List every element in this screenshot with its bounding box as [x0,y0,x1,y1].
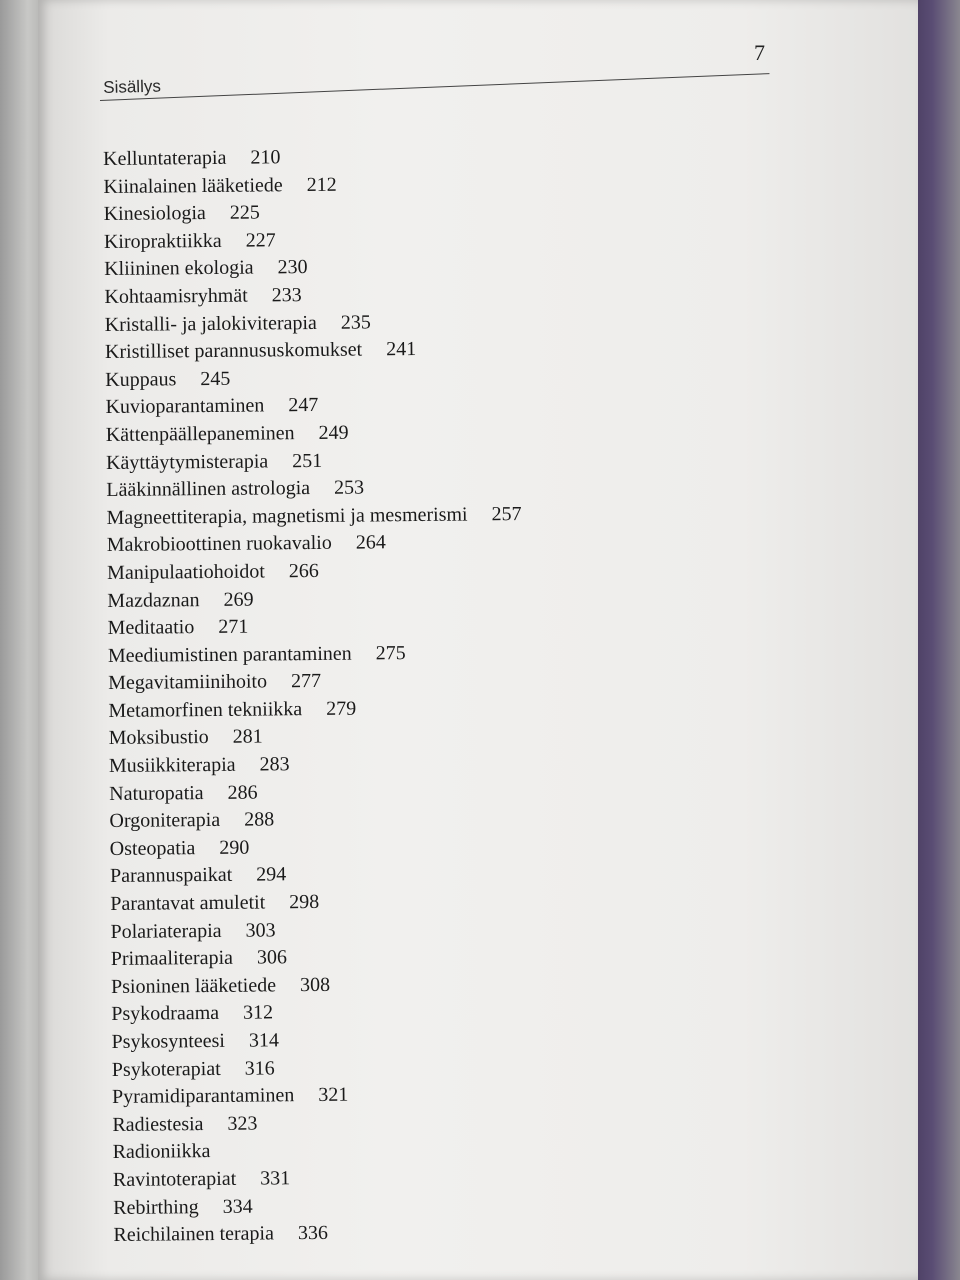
toc-entry-title: Meediumistinen parantaminen [107,642,352,667]
toc-entry [111,942,526,974]
toc-entry-title: Osteopatia [109,836,196,860]
toc-entry-title: Lääkinnällinen astrologia [106,477,311,502]
toc-entry [109,777,524,809]
toc-entry-page: 230 [277,256,308,279]
toc-entry-title: Manipulaatiohoidot [106,560,265,584]
toc-entry [111,1025,526,1057]
toc-entry-page: 323 [227,1112,258,1135]
toc-entry-title: Naturopatia [109,781,204,805]
table-of-contents [103,142,529,1250]
toc-entry-title: Psykodraama [111,1002,220,1026]
toc-entry-page: 298 [289,890,320,914]
book-cover-edge [914,0,960,1280]
toc-entry-page: 212 [306,173,337,196]
page-number: 7 [754,40,765,65]
toc-entry [113,1218,528,1250]
toc-entry-title: Kristilliset parannususkomukset [104,338,363,364]
toc-entry-title: Mazdaznan [107,588,200,612]
toc-entry-title: Megavitamiinihoito [108,670,268,695]
toc-entry-page: 314 [248,1029,280,1052]
toc-entry-page: 247 [288,394,319,417]
toc-entry-page: 264 [355,531,386,554]
section-header: Sisällys [103,76,162,97]
toc-entry [108,694,523,726]
toc-entry-page: 227 [245,229,276,252]
toc-entry-page: 286 [227,781,258,804]
toc-entry-page: 269 [223,588,254,611]
toc-entry-page: 233 [271,284,302,307]
toc-entry-title: Metamorfinen tekniikka [108,697,303,722]
toc-entry-page: 306 [256,946,288,969]
toc-entry-title: Kelluntaterapia [103,146,227,170]
toc-entry [111,997,526,1029]
toc-entry-page: 266 [288,559,319,583]
toc-entry-page: 312 [242,1001,274,1025]
toc-entry-page: 245 [200,367,231,390]
toc-entry-title: Kohtaamisryhmät [104,284,248,308]
toc-entry [112,1108,527,1140]
toc-entry-title: Radiestesia [112,1112,204,1136]
toc-entry [105,363,520,395]
toc-entry-title: Psioninen lääketiede [110,974,277,998]
toc-entry [113,1135,528,1167]
toc-entry [109,749,524,781]
toc-entry [109,804,524,836]
toc-entry [104,197,519,229]
toc-entry-title: Meditaatio [107,616,195,640]
toc-entry-page: 241 [386,338,417,361]
toc-entry-title: Makrobioottinen ruokavalio [106,532,332,557]
toc-entry [107,528,522,560]
toc-entry [104,280,519,312]
toc-entry-title: Primaaliterapia [110,947,234,971]
toc-entry [110,859,525,891]
toc-entry [106,446,521,478]
toc-entry [112,1053,527,1085]
toc-entry [111,970,526,1002]
toc-entry [105,390,520,422]
toc-entry-title: Kiropraktiikka [103,229,222,253]
toc-entry-page: 336 [297,1222,329,1245]
toc-entry-title: Musiikkiterapia [108,753,236,778]
toc-entry [109,721,524,753]
left-background [0,0,40,1280]
toc-entry-page: 249 [318,421,349,444]
toc-entry [106,501,521,533]
toc-entry-title: Kuppaus [105,368,177,391]
toc-entry-title: Radioniikka [112,1140,211,1164]
toc-entry [113,1191,528,1223]
toc-entry [105,335,520,367]
toc-entry-title: Reichilainen terapia [113,1222,275,1247]
toc-entry [106,473,521,505]
toc-entry-page: 283 [259,753,290,776]
toc-entry-title: Kristalli- ja jalokiviterapia [104,311,317,336]
toc-entry [105,308,520,340]
toc-entry-page: 235 [340,310,371,334]
toc-entry-title: Psykoterapiat [111,1057,221,1081]
toc-entry-page: 294 [256,863,287,887]
toc-entry [103,170,518,202]
toc-entry-title: Psykosynteesi [111,1029,226,1053]
toc-entry [113,1163,528,1195]
toc-entry-page: 308 [299,973,331,996]
toc-entry [107,583,522,615]
toc-entry [110,832,525,864]
toc-entry [110,915,525,947]
toc-entry-page: 288 [244,808,275,831]
toc-entry [108,666,523,698]
toc-entry-page: 290 [219,836,250,859]
toc-entry-title: Moksibustio [108,726,209,750]
toc-entry-page: 257 [491,502,522,526]
toc-entry-title: Kättenpäällepaneminen [105,422,295,446]
toc-entry-title: Kinesiologia [103,202,206,226]
toc-entry-page: 251 [292,449,323,472]
toc-entry-page: 334 [222,1195,253,1218]
toc-entry-title: Orgoniterapia [109,809,221,833]
toc-entry-page: 253 [334,476,365,499]
toc-entry-title: Parannuspaikat [109,864,233,888]
toc-entry-title: Parantavat amuletit [110,891,266,915]
toc-entry-page: 321 [318,1083,349,1107]
toc-entry [104,225,519,257]
toc-entry-page: 281 [232,725,263,749]
toc-entry-page: 331 [260,1167,291,1190]
toc-entry-title: Pyramidiparantaminen [112,1084,295,1109]
toc-entry-page: 275 [375,641,406,665]
toc-entry [108,639,523,671]
toc-entry [107,556,522,588]
toc-entry-title: Käyttäytymisterapia [105,449,269,474]
toc-entry-page: 210 [250,146,281,169]
toc-entry [103,142,518,174]
toc-entry-title: Polariaterapia [110,919,222,943]
toc-entry-page: 277 [290,670,322,693]
toc-entry [110,887,525,919]
toc-entry-title: Kiinalainen lääketiede [103,173,283,198]
toc-entry-title: Kliininen ekologia [104,256,254,281]
toc-entry-title: Magneettiterapia, magnetismi ja mesmerismi [106,503,468,529]
toc-entry-title: Ravintoterapiat [112,1167,237,1191]
toc-entry-page: 225 [229,201,260,224]
toc-entry-page: 303 [245,919,276,942]
toc-entry-title: Rebirthing [113,1195,199,1219]
toc-entry-page: 271 [218,615,249,639]
toc-entry [106,418,521,450]
toc-entry [108,611,523,643]
toc-entry-page: 279 [326,697,357,720]
toc-entry [112,1080,527,1112]
toc-entry-page: 316 [244,1056,275,1080]
toc-entry [104,252,519,284]
toc-entry-title: Kuvioparantaminen [105,394,265,419]
